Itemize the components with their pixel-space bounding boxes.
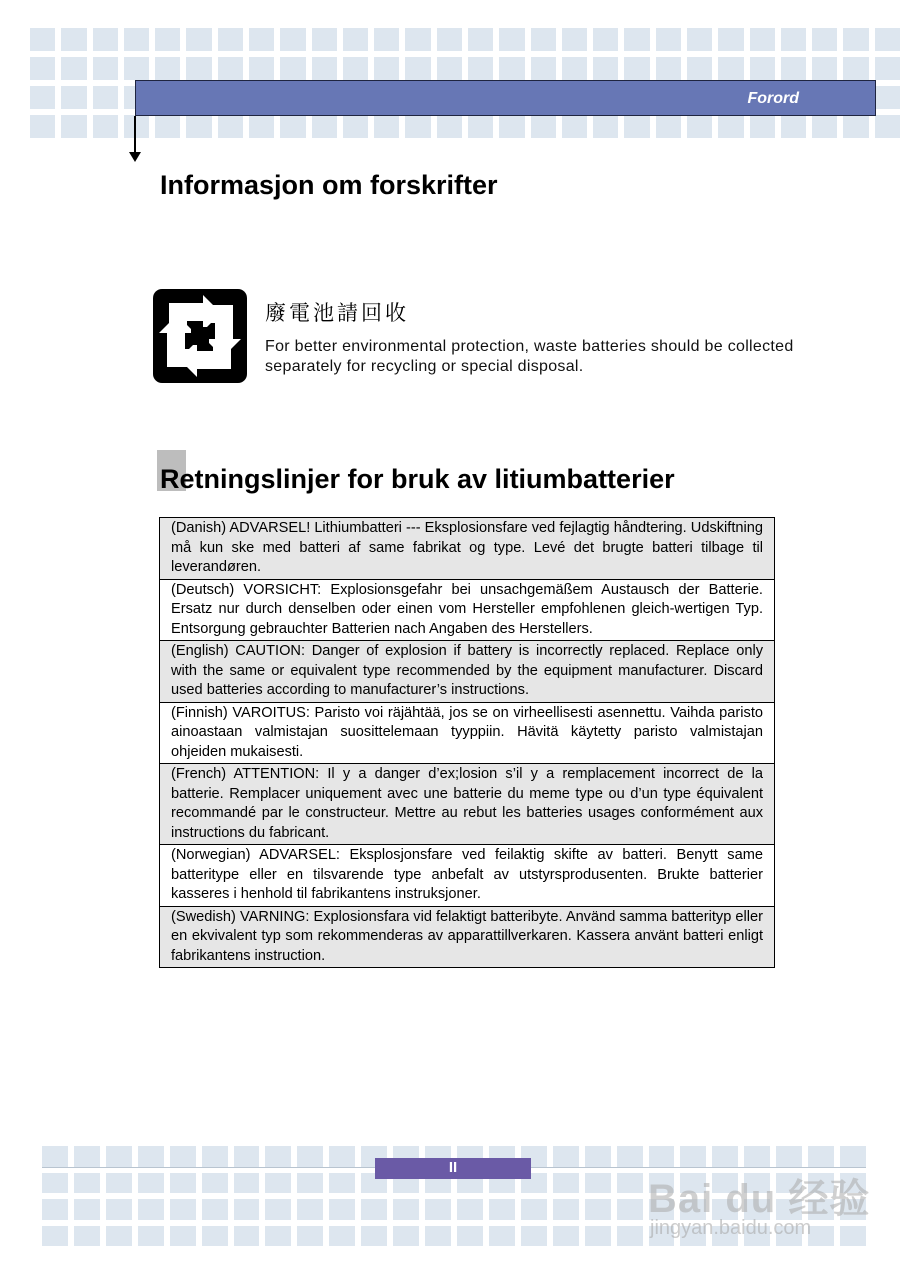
- footer-tile: [265, 1146, 291, 1167]
- footer-tile: [138, 1146, 164, 1167]
- header-tile: [593, 57, 618, 80]
- header-tile: [155, 115, 180, 138]
- header-tile: [124, 115, 149, 138]
- header-tile: [61, 28, 86, 51]
- footer-tile: [297, 1199, 323, 1220]
- header-tile: [343, 57, 368, 80]
- header-tile: [562, 28, 587, 51]
- footer-tile: [297, 1173, 323, 1194]
- down-arrow-stem: [134, 116, 136, 154]
- footer-tile: [138, 1226, 164, 1247]
- header-tile: [249, 28, 274, 51]
- header-tile: [750, 57, 775, 80]
- footer-tile: [585, 1146, 611, 1167]
- header-tile: [30, 28, 55, 51]
- footer-tile: [106, 1173, 132, 1194]
- baidu-watermark: [640, 1145, 880, 1255]
- header-tile: [812, 57, 837, 80]
- header-tile: [374, 28, 399, 51]
- header-tile: [61, 115, 86, 138]
- header-tile: [437, 28, 462, 51]
- header-tile: [624, 57, 649, 80]
- footer-tile: [74, 1226, 100, 1247]
- footer-tile: [138, 1173, 164, 1194]
- footer-tile: [329, 1146, 355, 1167]
- header-tile: [750, 28, 775, 51]
- header-tile: [312, 115, 337, 138]
- header-tile: [718, 57, 743, 80]
- footer-tile: [521, 1226, 547, 1247]
- footer-tile: [106, 1199, 132, 1220]
- footer-tile: [425, 1226, 451, 1247]
- header-tile: [374, 57, 399, 80]
- header-tile: [343, 115, 368, 138]
- footer-tile: [202, 1173, 228, 1194]
- header-tile: [280, 57, 305, 80]
- down-arrow-icon: [129, 152, 141, 162]
- watermark-brand: Bai du 经验: [648, 1177, 871, 1221]
- footer-tile: [489, 1226, 515, 1247]
- footer-tile: [553, 1226, 579, 1247]
- header-tile: [531, 57, 556, 80]
- recycling-notice-chinese: 廢電池請回收: [265, 301, 409, 325]
- header-bar: [135, 80, 876, 116]
- header-tile: [781, 115, 806, 138]
- footer-tile: [617, 1146, 643, 1167]
- header-tile: [155, 57, 180, 80]
- footer-tile: [42, 1199, 68, 1220]
- footer-tile: [42, 1146, 68, 1167]
- header-tile: [687, 115, 712, 138]
- warning-row-deutsch: (Deutsch) VORSICHT: Explosionsgefahr bei unsachgemäßem Austausch der Batterie. Ersatz nur durch denselben oder einen vom Hersteller empfohlenen gleich-wertigen Typ. Entsorgung gebrauchter Batterien nach Angaben des Herstellers.: [160, 580, 774, 642]
- header-tile: [30, 115, 55, 138]
- footer-tile: [617, 1226, 643, 1247]
- header-tile: [218, 28, 243, 51]
- header-section-title: Forord: [747, 90, 799, 107]
- battery-section-title: Retningslinjer for bruk av litiumbatterier: [160, 464, 675, 494]
- header-tile: [593, 28, 618, 51]
- header-tile: [843, 57, 868, 80]
- header-tile: [499, 57, 524, 80]
- header-tile: [531, 28, 556, 51]
- header-tile: [218, 115, 243, 138]
- recycling-notice-english: For better environmental protection, waste batteries should be collected separately for recycling or special disposal.: [265, 338, 794, 375]
- header-tile: [531, 115, 556, 138]
- header-tile: [718, 28, 743, 51]
- footer-tile: [170, 1146, 196, 1167]
- header-tile: [593, 115, 618, 138]
- footer-tile: [265, 1199, 291, 1220]
- footer-tile: [617, 1173, 643, 1194]
- warning-row-norwegian: (Norwegian) ADVARSEL: Eksplosjonsfare ved feilaktig skifte av batteri. Benytt same batteritype eller en tilsvarende type anbefalt av utstyrsprodusenten. Brukte batterier kasseres i henhold til fabrikantens instruksjoner.: [160, 845, 774, 907]
- footer-tile: [457, 1226, 483, 1247]
- footer-tile: [521, 1199, 547, 1220]
- header-tile: [61, 57, 86, 80]
- header-tile: [186, 28, 211, 51]
- header-tile: [812, 28, 837, 51]
- header-tile: [624, 115, 649, 138]
- footer-tile: [297, 1226, 323, 1247]
- header-tile: [875, 28, 900, 51]
- footer-tile: [106, 1146, 132, 1167]
- battery-warning-table: [159, 517, 775, 968]
- header-tile: [812, 115, 837, 138]
- footer-tile: [138, 1199, 164, 1220]
- footer-tile: [202, 1199, 228, 1220]
- page-title: Informasjon om forskrifter: [160, 170, 498, 200]
- header-tile: [843, 28, 868, 51]
- footer-tile: [74, 1173, 100, 1194]
- footer-tile: [234, 1146, 260, 1167]
- header-tile: [656, 57, 681, 80]
- battery-recycling-icon: [151, 287, 249, 385]
- footer-tile: [42, 1173, 68, 1194]
- footer-tile: [170, 1226, 196, 1247]
- header-tile: [124, 28, 149, 51]
- header-tile: [437, 57, 462, 80]
- footer-tile: [234, 1226, 260, 1247]
- header-tile: [61, 86, 86, 109]
- header-tile: [437, 115, 462, 138]
- header-tile: [687, 28, 712, 51]
- footer-tile: [234, 1199, 260, 1220]
- header-tile: [468, 28, 493, 51]
- header-tile: [124, 57, 149, 80]
- footer-tile: [553, 1173, 579, 1194]
- warning-row-french: (French) ATTENTION: Il y a danger d’ex;losion s’il y a remplacement incorrect de la batterie. Remplacer uniquement avec une batterie du meme type ou d’un type équivalent recommandé par le constructeur. Mettre au rebut les batteries usages conformément aux instructions du fabricant.: [160, 764, 774, 845]
- footer-tile: [361, 1226, 387, 1247]
- warning-row-english: (English) CAUTION: Danger of explosion if battery is incorrectly replaced. Replace only with the same or equivalent type recommended by the equipment manufacturer. Discard used batteries according to manufacturer’s instructions.: [160, 641, 774, 703]
- footer-tile: [457, 1199, 483, 1220]
- header-tile: [93, 115, 118, 138]
- page-number-bar: [375, 1158, 531, 1179]
- header-tile: [186, 115, 211, 138]
- header-tile: [30, 57, 55, 80]
- header-tile: [499, 115, 524, 138]
- header-tile: [562, 57, 587, 80]
- header-tile: [499, 28, 524, 51]
- header-tile: [468, 115, 493, 138]
- header-tile: [405, 57, 430, 80]
- footer-tile: [42, 1226, 68, 1247]
- footer-tile: [170, 1199, 196, 1220]
- header-tile: [343, 28, 368, 51]
- header-tile: [186, 57, 211, 80]
- warning-row-danish: (Danish) ADVARSEL! Lithiumbatteri --- Eksplosionsfare ved fejlagtig håndtering. Udskiftning må kun ske med batteri af same fabrikat og type. Levé det brugte batteri tilbage til leverandøren.: [160, 518, 774, 580]
- footer-tile: [234, 1173, 260, 1194]
- header-tile: [718, 115, 743, 138]
- footer-tile: [202, 1146, 228, 1167]
- footer-tile: [265, 1226, 291, 1247]
- header-tile: [875, 57, 900, 80]
- header-tile: [374, 115, 399, 138]
- footer-tile: [393, 1226, 419, 1247]
- header-tile: [562, 115, 587, 138]
- footer-tile: [329, 1199, 355, 1220]
- footer-tile: [585, 1173, 611, 1194]
- header-tile: [93, 57, 118, 80]
- footer-tile: [425, 1199, 451, 1220]
- header-tile: [280, 115, 305, 138]
- header-tile: [93, 86, 118, 109]
- footer-tile: [265, 1173, 291, 1194]
- header-tile: [280, 28, 305, 51]
- header-tile: [687, 57, 712, 80]
- header-tile: [30, 86, 55, 109]
- header-tile: [312, 57, 337, 80]
- header-tile: [624, 28, 649, 51]
- warning-row-swedish: (Swedish) VARNING: Explosionsfara vid felaktigt batteribyte. Använd samma batterityp eller en ekvivalent typ som rekommenderas av apparattillverkaren. Kassera använt batteri enligt fabrikantens instruction.: [160, 907, 774, 968]
- header-tile: [155, 28, 180, 51]
- footer-tile: [585, 1226, 611, 1247]
- header-tile: [249, 115, 274, 138]
- footer-tile: [393, 1199, 419, 1220]
- header-tile: [750, 115, 775, 138]
- footer-tile: [361, 1199, 387, 1220]
- watermark-url: jingyan.baidu.com: [650, 1217, 812, 1239]
- warning-row-finnish: (Finnish) VAROITUS: Paristo voi räjähtää, jos se on virheellisesti asennettu. Vaihda paristo ainoastaan valmistajan suosittelemaan tyyppiin. Hävitä käytetty paristo valmistajan ohjeiden mukaisesti.: [160, 703, 774, 765]
- header-tile: [93, 28, 118, 51]
- header-tile: [249, 57, 274, 80]
- header-tile: [312, 28, 337, 51]
- header-tile: [843, 115, 868, 138]
- header-tile: [405, 28, 430, 51]
- header-tile: [781, 28, 806, 51]
- footer-tile: [106, 1226, 132, 1247]
- header-tile: [656, 115, 681, 138]
- header-tile: [468, 57, 493, 80]
- footer-tile: [617, 1199, 643, 1220]
- footer-tile: [553, 1199, 579, 1220]
- header-tile: [405, 115, 430, 138]
- footer-tile: [585, 1199, 611, 1220]
- footer-tile: [170, 1173, 196, 1194]
- footer-tile: [329, 1173, 355, 1194]
- header-tile: [875, 115, 900, 138]
- footer-tile: [74, 1199, 100, 1220]
- footer-tile: [297, 1146, 323, 1167]
- footer-tile: [329, 1226, 355, 1247]
- header-tile: [875, 86, 900, 109]
- footer-tile: [74, 1146, 100, 1167]
- header-tile: [656, 28, 681, 51]
- footer-tile: [489, 1199, 515, 1220]
- page-number: II: [448, 1159, 458, 1176]
- header-tile: [218, 57, 243, 80]
- header-tile: [781, 57, 806, 80]
- footer-tile: [202, 1226, 228, 1247]
- footer-tile: [553, 1146, 579, 1167]
